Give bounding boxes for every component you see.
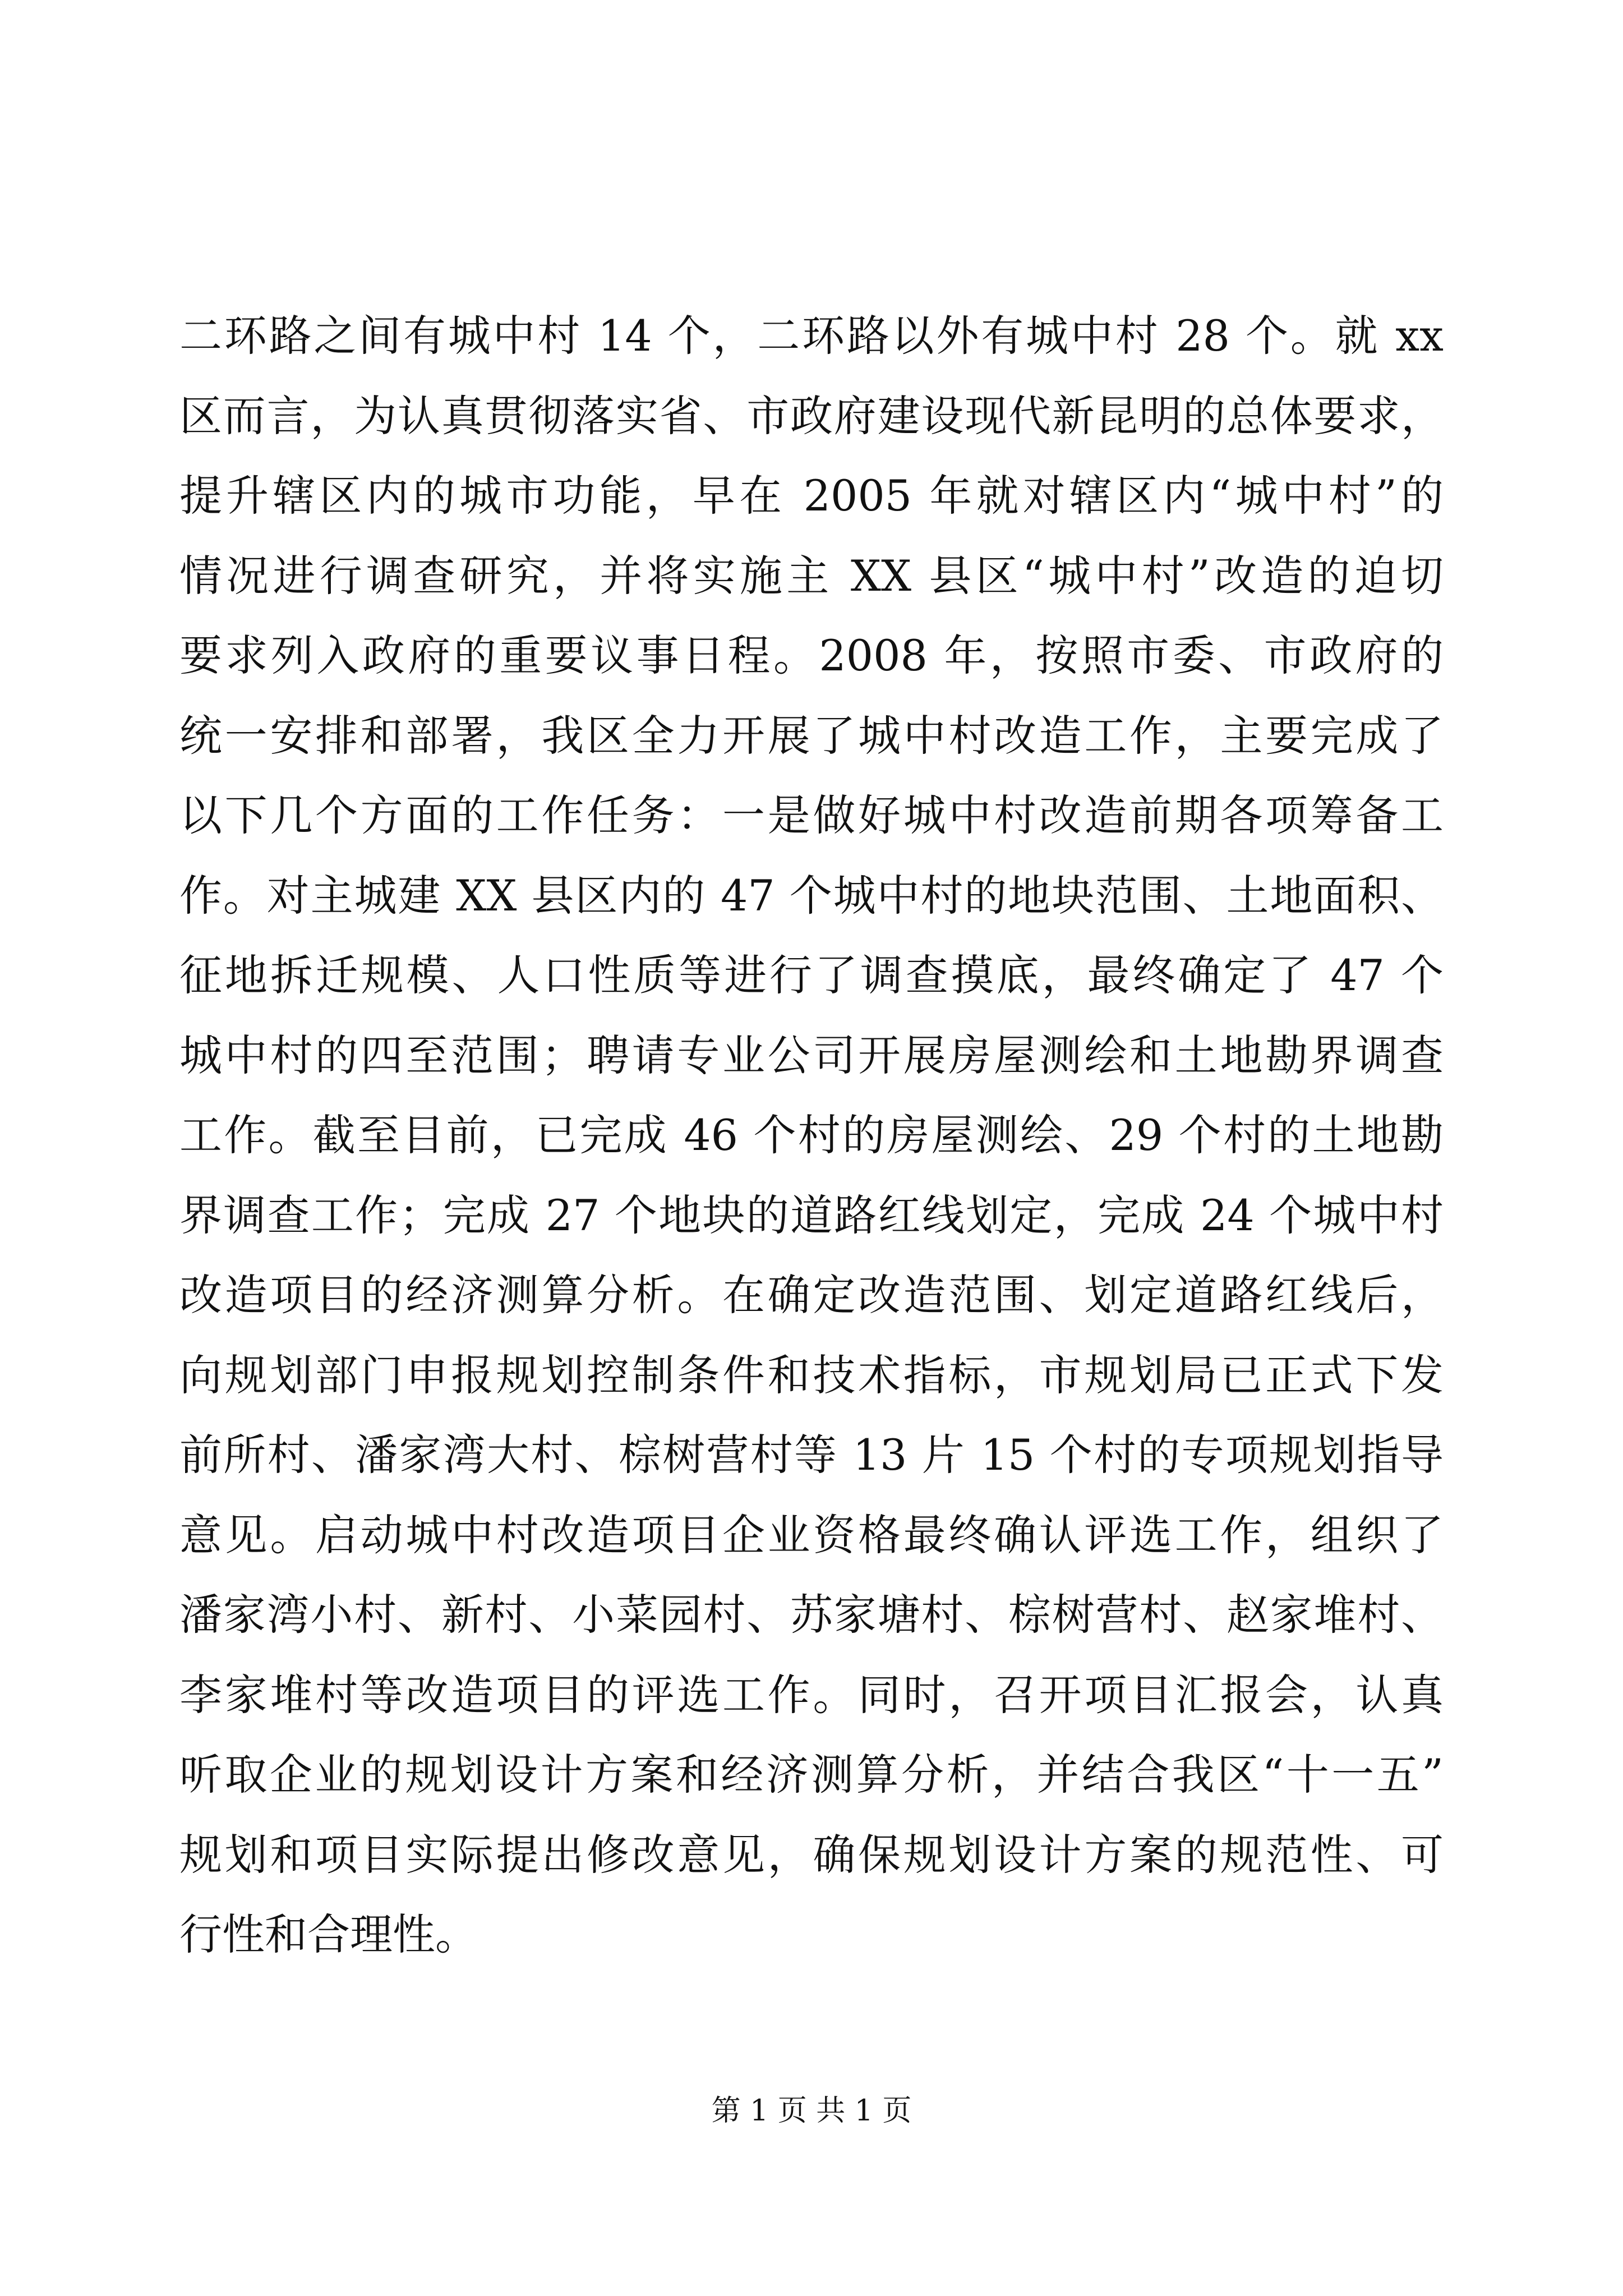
text-line: 统一安排和部署，我区全力开展了城中村改造工作，主要完成了 bbox=[179, 710, 1444, 761]
text-line: 二环路之间有城中村 14 个，二环路以外有城中村 28 个。就 xx bbox=[179, 311, 1444, 361]
text-line: 规划和项目实际提出修改意见，确保规划设计方案的规范性、可 bbox=[179, 1829, 1444, 1880]
text-line: 征地拆迁规模、人口性质等进行了调查摸底，最终确定了 47 个 bbox=[179, 950, 1444, 1000]
text-line: 城中村的四至范围；聘请专业公司开展房屋测绘和土地勘界调查 bbox=[179, 1030, 1444, 1080]
text-line: 以下几个方面的工作任务：一是做好城中村改造前期各项筹备工 bbox=[179, 790, 1444, 840]
text-line: 要求列入政府的重要议事日程。2008 年，按照市委、市政府的 bbox=[179, 631, 1444, 680]
text-line: 提升辖区内的城市功能，早在 2005 年就对辖区内“城中村”的 bbox=[179, 471, 1444, 521]
text-line: 听取企业的规划设计方案和经济测算分析，并结合我区“十一五” bbox=[179, 1750, 1444, 1800]
text-line: 情况进行调查研究，并将实施主 XX 县区“城中村”改造的迫切 bbox=[179, 550, 1444, 601]
text-line: 向规划部门申报规划控制条件和技术指标，市规划局已正式下发 bbox=[179, 1350, 1444, 1400]
text-line: 李家堆村等改造项目的评选工作。同时，召开项目汇报会，认真 bbox=[179, 1669, 1444, 1720]
body-paragraph bbox=[179, 296, 1444, 1975]
text-line: 前所村、潘家湾大村、棕树营村等 13 片 15 个村的专项规划指导 bbox=[179, 1430, 1444, 1480]
text-line: 意见。启动城中村改造项目企业资格最终确认评选工作，组织了 bbox=[179, 1510, 1444, 1560]
text-line-last: 行性和合理性。 bbox=[179, 1910, 478, 1959]
page-footer: 第 1 页 共 1 页 bbox=[711, 2094, 912, 2128]
text-line: 潘家湾小村、新村、小菜园村、苏家塘村、棕树营村、赵家堆村、 bbox=[179, 1590, 1444, 1640]
text-line: 区而言，为认真贯彻落实省、市政府建设现代新昆明的总体要求， bbox=[179, 390, 1444, 441]
text-line: 改造项目的经济测算分析。在确定改造范围、划定道路红线后， bbox=[179, 1270, 1444, 1320]
text-line: 工作。截至目前，已完成 46 个村的房屋测绘、29 个村的土地勘 bbox=[179, 1110, 1444, 1160]
text-line: 界调查工作；完成 27 个地块的道路红线划定，完成 24 个城中村 bbox=[179, 1190, 1444, 1240]
text-line: 作。对主城建 XX 县区内的 47 个城中村的地块范围、土地面积、 bbox=[179, 870, 1444, 921]
